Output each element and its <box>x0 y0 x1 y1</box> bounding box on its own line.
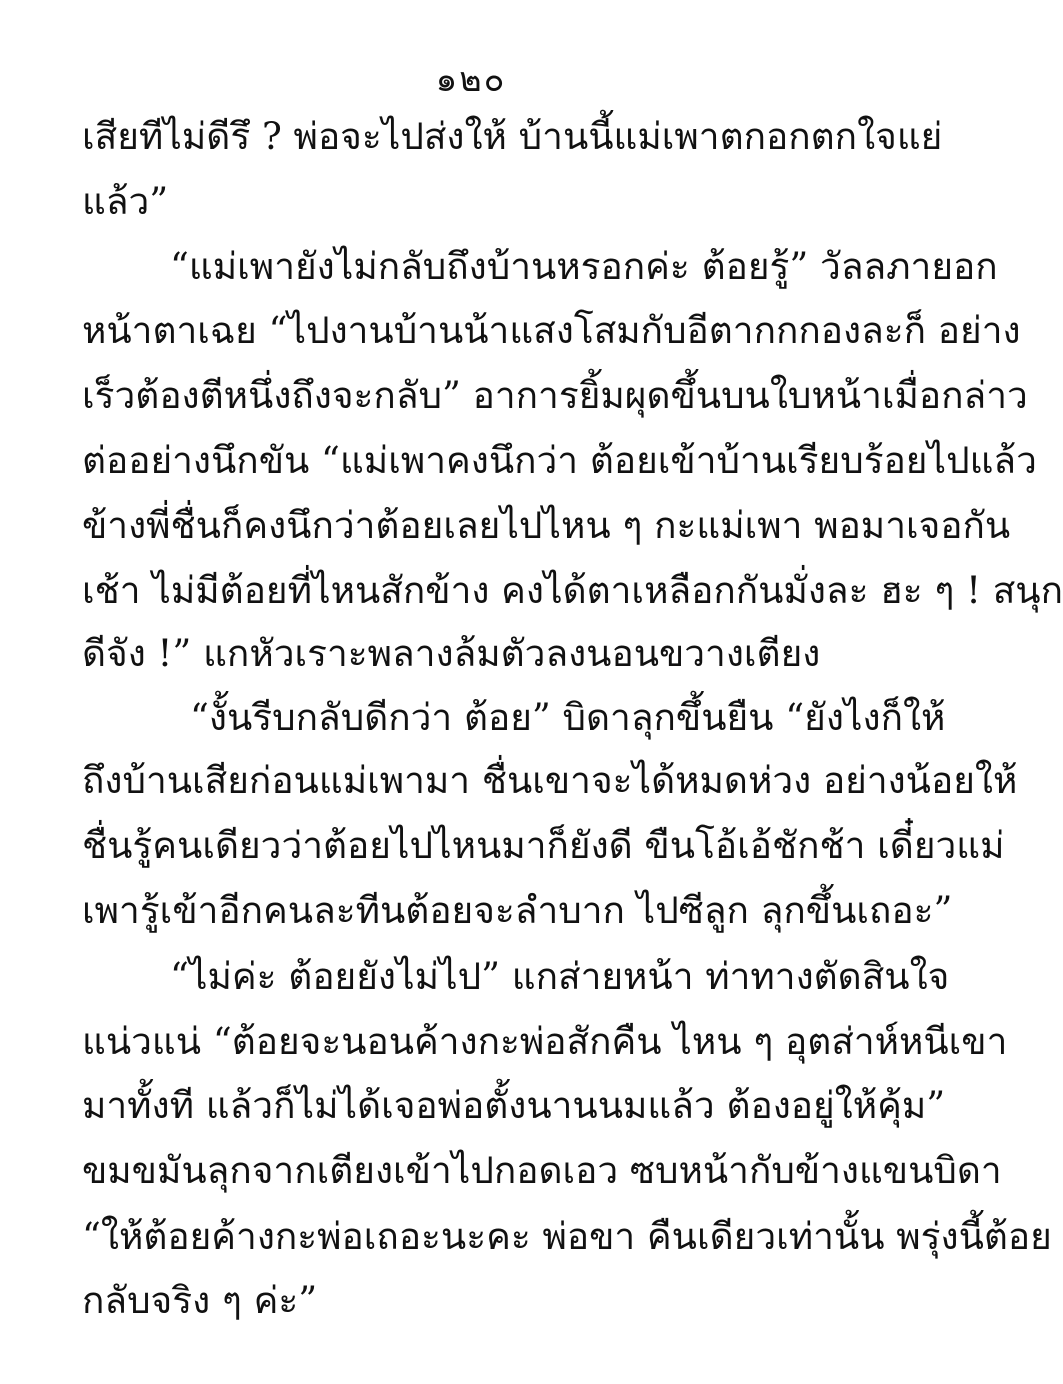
text-line: เพารู้เข้าอีกคนละทีนต้อยจะลำบาก ไปซีลูก ลุกขึ้นเถอะ” <box>82 889 953 932</box>
text-line: ชื่นรู้คนเดียวว่าต้อยไปไหนมาก็ยังดี ขืนโอ้เอ้ชักช้า เดี๋ยวแม่ <box>82 824 1005 867</box>
text-line: “ให้ต้อยค้างกะพ่อเถอะนะคะ พ่อขา คืนเดียวเท่านั้น พรุ่งนี้ต้อย <box>82 1215 1052 1258</box>
text-line: “งั้นรีบกลับดีกว่า ต้อย” บิดาลุกขึ้นยืน “ยังไงก็ให้ <box>190 696 946 739</box>
text-line: ข้างพี่ชื่นก็คงนึกว่าต้อยเลยไปไหน ๆ กะแม่เพา พอมาเจอกัน <box>82 504 1011 547</box>
text-line: แล้ว” <box>82 180 169 223</box>
text-line: “แม่เพายังไม่กลับถึงบ้านหรอกค่ะ ต้อยรู้” วัลลภายอก <box>170 245 998 288</box>
text-line: ต่ออย่างนึกขัน “แม่เพาคงนึกว่า ต้อยเข้าบ้านเรียบร้อยไปแล้ว <box>82 439 1037 482</box>
text-line: เสียทีไม่ดีรึ ? พ่อจะไปส่งให้ บ้านนี้แม่เพาตกอกตกใจแย่ <box>82 115 943 158</box>
text-line: กลับจริง ๆ ค่ะ” <box>82 1279 318 1322</box>
text-line: “ไม่ค่ะ ต้อยยังไม่ไป” แกส่ายหน้า ท่าทางตัดสินใจ <box>170 955 950 998</box>
text-line: หน้าตาเฉย “ไปงานบ้านน้าแสงโสมกับอีตากกกองละก็ อย่าง <box>82 309 1021 352</box>
text-line: มาทั้งที แล้วก็ไม่ได้เจอพ่อตั้งนานนมแล้ว ต้องอยู่ให้คุ้ม” <box>82 1084 946 1127</box>
text-line: ถึงบ้านเสียก่อนแม่เพามา ชื่นเขาจะได้หมดห่วง อย่างน้อยให้ <box>82 759 1018 802</box>
text-line: เช้า ไม่มีต้อยที่ไหนสักข้าง คงได้ตาเหลือกกันมั่งละ ฮะ ๆ ! สนุก <box>82 569 1063 612</box>
text-line: ขมขมันลุกจากเตียงเข้าไปกอดเอว ซบหน้ากับข้างแขนบิดา <box>82 1149 1002 1192</box>
text-line: แน่วแน่ “ต้อยจะนอนค้างกะพ่อสักคืน ไหน ๆ อุตส่าห์หนีเขา <box>82 1020 1008 1063</box>
text-line: ดีจัง !” แกหัวเราะพลางล้มตัวลงนอนขวางเตียง <box>82 632 821 675</box>
page-number: ๑๒๐ <box>435 60 507 100</box>
text-line: เร็วต้องตีหนึ่งถึงจะกลับ” อาการยิ้มผุดขึ้นบนใบหน้าเมื่อกล่าว <box>82 374 1028 417</box>
